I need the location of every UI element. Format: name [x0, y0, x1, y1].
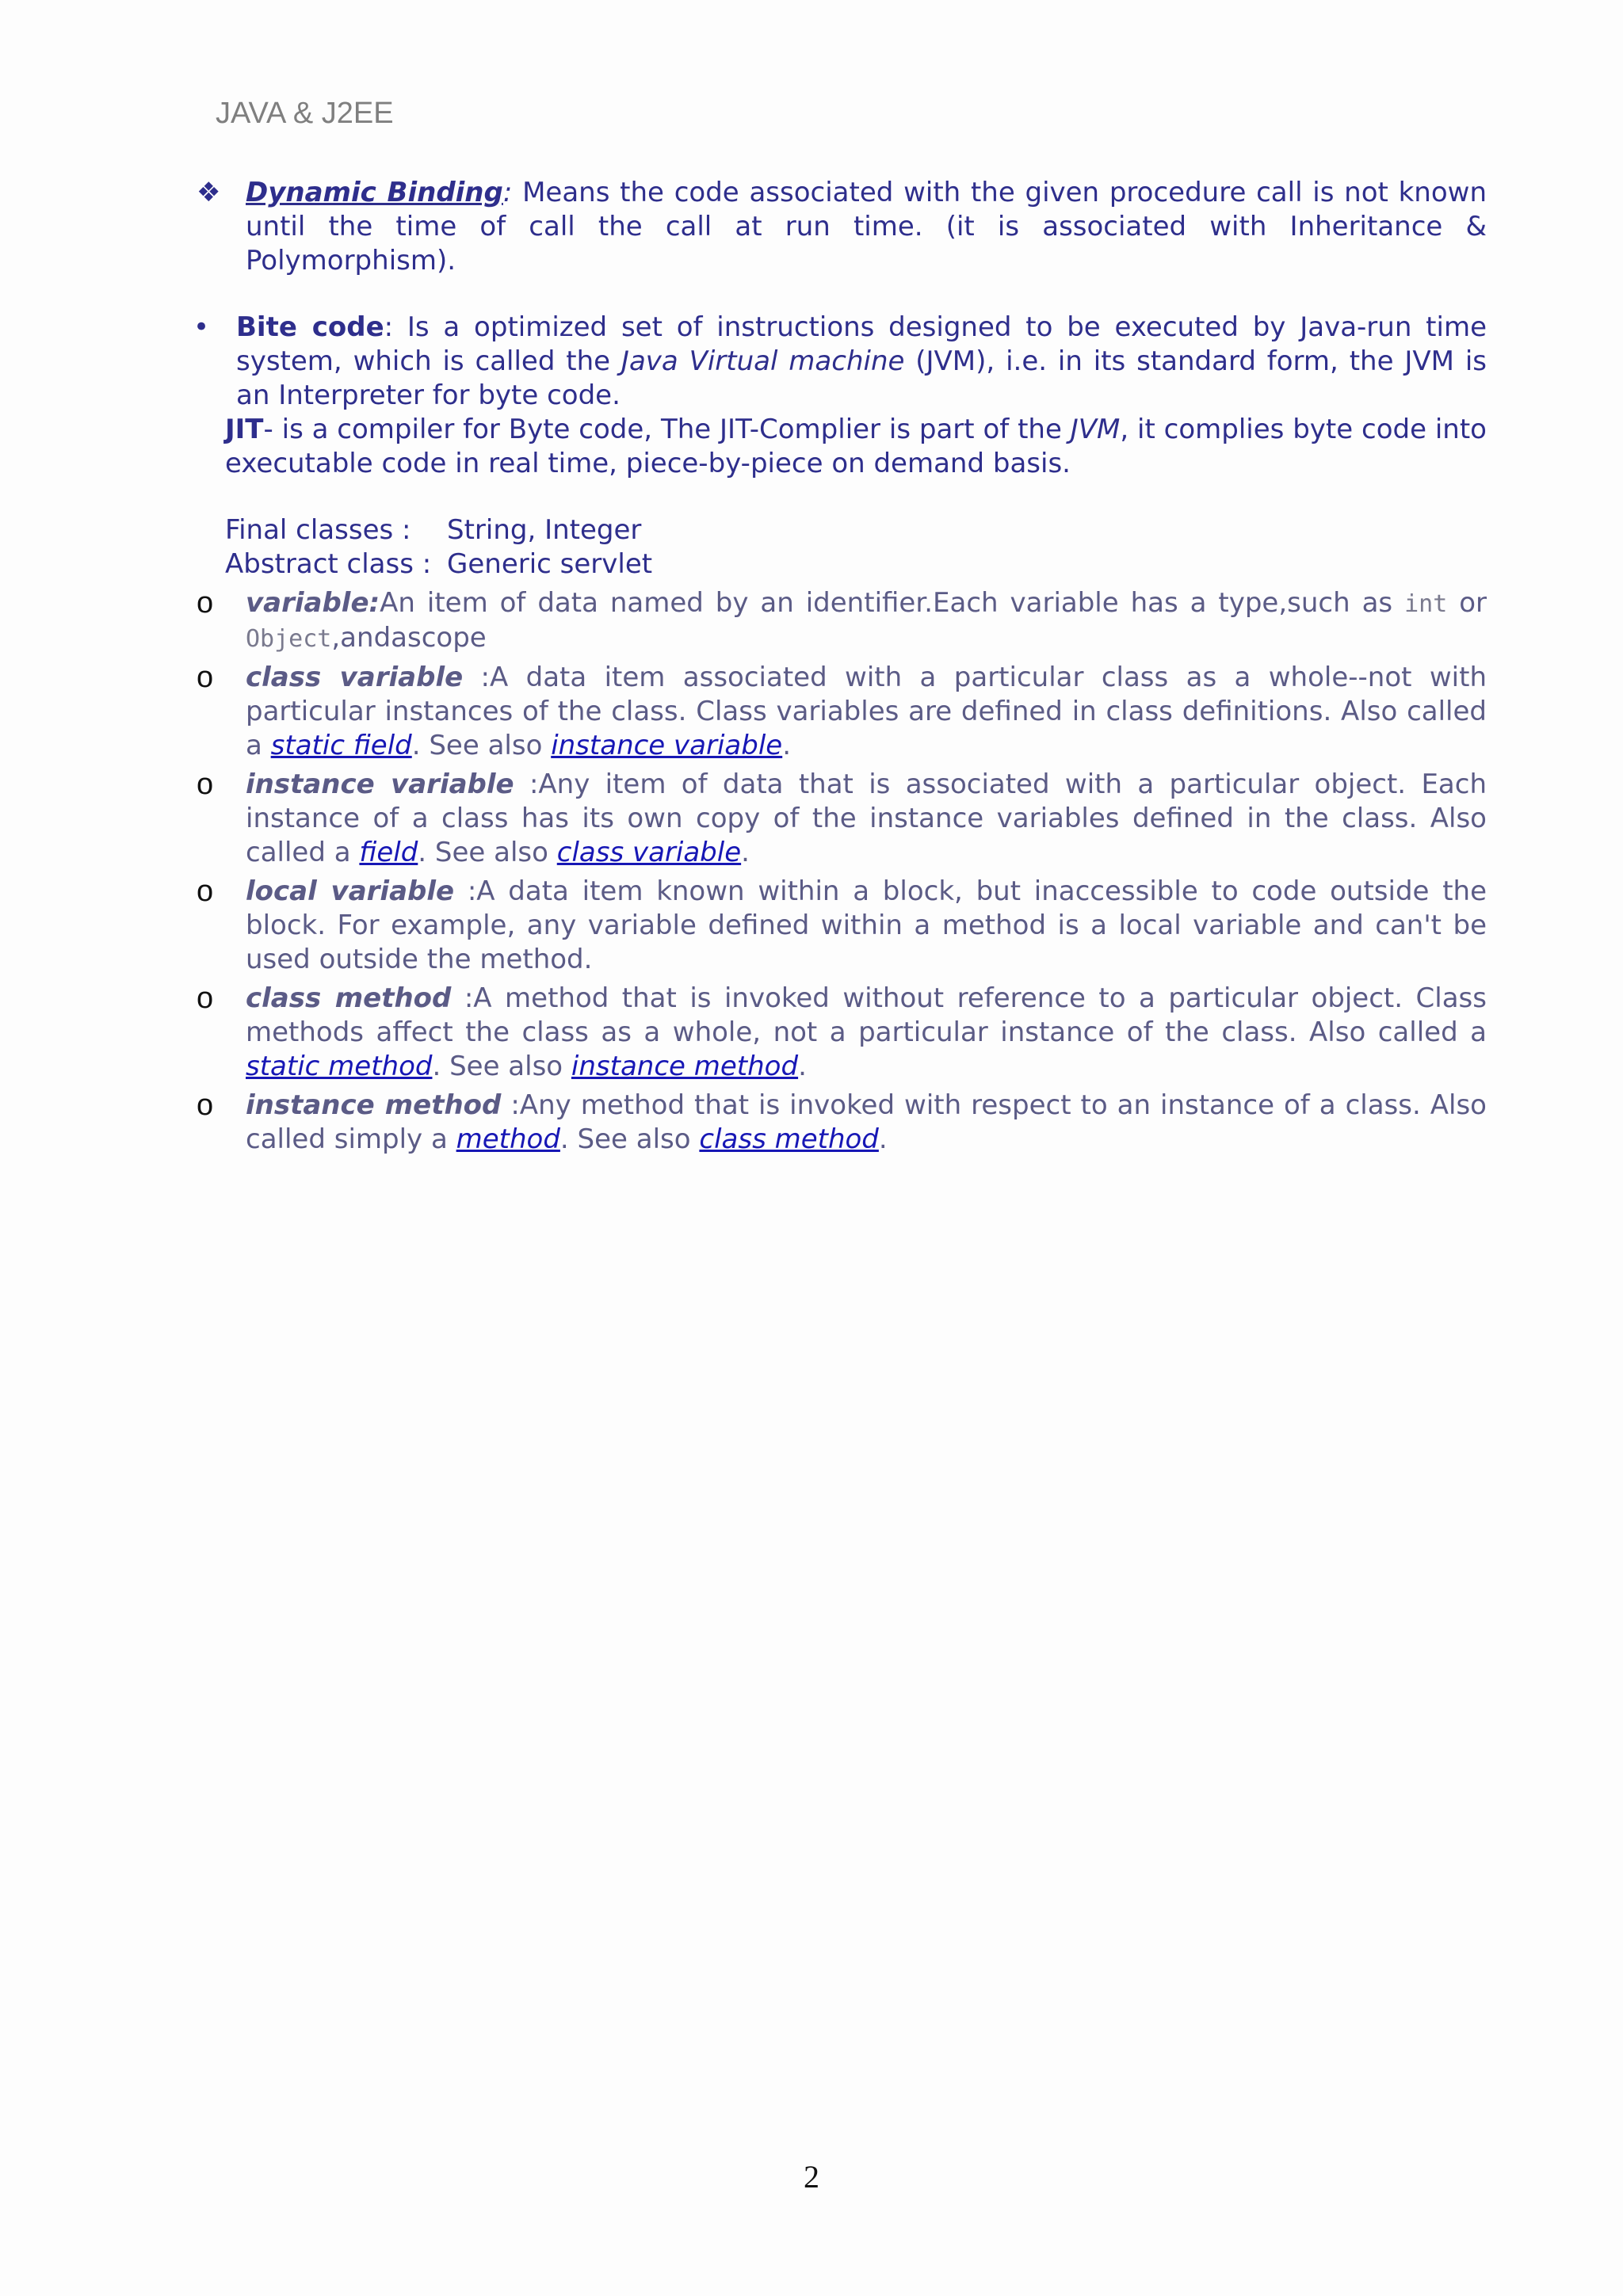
dynamic-binding-item — [190, 176, 1487, 278]
class-method-text — [246, 982, 1487, 1084]
abstract-class-value: Generic servlet — [447, 548, 653, 580]
final-classes-line — [225, 513, 1487, 547]
diamond-bullet-icon: ❖ — [197, 177, 221, 208]
dynamic-binding-sep: : — [502, 177, 513, 208]
variable-or: or — [1447, 587, 1487, 619]
glossary-item-class-variable — [190, 661, 1487, 763]
circle-bullet-icon: o — [197, 875, 214, 908]
bite-code-item — [190, 311, 1487, 413]
instance-method-term: instance method — [246, 1089, 502, 1121]
variable-desc: An item of data named by an identifier.Each variable has a type,such as — [380, 587, 1405, 619]
instance-variable-desc: :Any item of data that is associated with a particular object. Each instance of a class has its own copy of the instance variables defined in the class. Also called a — [246, 769, 1487, 868]
jvm-name: Java Virtual machine — [621, 345, 905, 377]
final-classes-value: String, Integer — [447, 514, 642, 546]
instance-variable-term: instance variable — [246, 769, 514, 800]
circle-bullet-icon: o — [197, 768, 214, 801]
class-variable-desc: :A data item associated with a particular class as a whole--not with particular instances of the class. Class variables are defined in class definitions. Also called a — [246, 662, 1487, 761]
circle-bullet-icon: o — [197, 586, 214, 620]
method-link[interactable]: method — [456, 1123, 560, 1155]
instance-method-link[interactable]: instance method — [571, 1051, 799, 1082]
class-variable-mid: . See also — [411, 730, 552, 761]
instance-variable-text — [246, 768, 1487, 870]
instance-variable-link[interactable]: instance variable — [551, 730, 783, 761]
instance-variable-mid: . See also — [418, 837, 557, 868]
variable-tail: ,andascope — [331, 622, 487, 654]
instance-variable-end: . — [741, 837, 750, 868]
jit-term: JIT — [225, 414, 264, 445]
local-variable-term: local variable — [246, 875, 455, 907]
class-variable-end: . — [782, 730, 792, 761]
circle-bullet-icon: o — [197, 982, 214, 1015]
abstract-class-label: Abstract class : — [225, 548, 432, 580]
jit-jvm: JVM — [1070, 414, 1121, 445]
glossary-item-class-method — [190, 982, 1487, 1084]
bite-code-desc-2: (JVM), i.e. in its standard form, the JVM is an Interpreter for byte code. — [236, 345, 1487, 411]
local-variable-desc: :A data item known within a block, but inaccessible to code outside the block. For example, any variable defined within a method is a local variable and can't be used outside the method. — [246, 875, 1487, 975]
class-method-end: . — [798, 1051, 807, 1082]
dynamic-binding-desc: Means the code associated with the given procedure call is not known until the time of call the call at run time. (it is associated with Inheritance & Polymorphism). — [246, 177, 1487, 277]
field-link[interactable]: field — [359, 837, 418, 868]
variable-term: variable: — [246, 587, 380, 619]
glossary-item-instance-variable — [190, 768, 1487, 870]
variable-text — [246, 586, 1487, 656]
page-content — [190, 176, 1487, 1157]
bite-code-term: Bite code — [236, 311, 384, 343]
instance-method-desc: :Any method that is invoked with respect to an instance of a class. Also called simply a — [246, 1089, 1487, 1155]
circle-bullet-icon: o — [197, 1089, 214, 1122]
instance-method-end: . — [878, 1123, 888, 1155]
class-variable-text — [246, 661, 1487, 763]
glossary-item-local-variable — [190, 875, 1487, 977]
class-method-desc: :A method that is invoked without reference to a particular object. Class methods affect the class as a whole, not a particular instance of the class. Also called a — [246, 982, 1487, 1048]
static-method-link[interactable]: static method — [246, 1051, 433, 1082]
code-object: Object — [246, 625, 332, 653]
page-header: JAVA & J2EE — [216, 97, 394, 130]
class-method-link[interactable]: class method — [699, 1123, 879, 1155]
jit-desc-1: - is a compiler for Byte code, The JIT-Complier is part of the — [263, 414, 1071, 445]
instance-method-text — [246, 1089, 1487, 1157]
instance-method-mid: . See also — [559, 1123, 700, 1155]
class-method-term: class method — [246, 982, 452, 1014]
glossary-item-instance-method — [190, 1089, 1487, 1157]
glossary-item-variable — [190, 586, 1487, 656]
jit-paragraph — [225, 413, 1487, 481]
static-field-link[interactable]: static field — [270, 730, 412, 761]
bite-code-text — [236, 311, 1487, 413]
circle-bullet-icon: o — [197, 661, 214, 694]
dynamic-binding-text — [246, 176, 1487, 278]
bite-code-desc-1: : Is a optimized set of instructions designed to be executed by Java-run time system, which is called the — [236, 311, 1487, 377]
bullet-icon: • — [193, 311, 210, 343]
final-classes-label: Final classes : — [225, 514, 411, 546]
abstract-class-line — [225, 547, 1487, 582]
page-number: 2 — [804, 2159, 819, 2195]
code-int: int — [1404, 590, 1448, 618]
jit-desc-2: , it complies byte code into executable code in real time, piece-by-piece on demand basis. — [225, 414, 1487, 479]
dynamic-binding-term[interactable]: Dynamic Binding — [246, 177, 503, 208]
local-variable-text — [246, 875, 1487, 977]
class-variable-link[interactable]: class variable — [556, 837, 742, 868]
class-variable-term: class variable — [246, 662, 464, 693]
class-method-mid: . See also — [432, 1051, 571, 1082]
